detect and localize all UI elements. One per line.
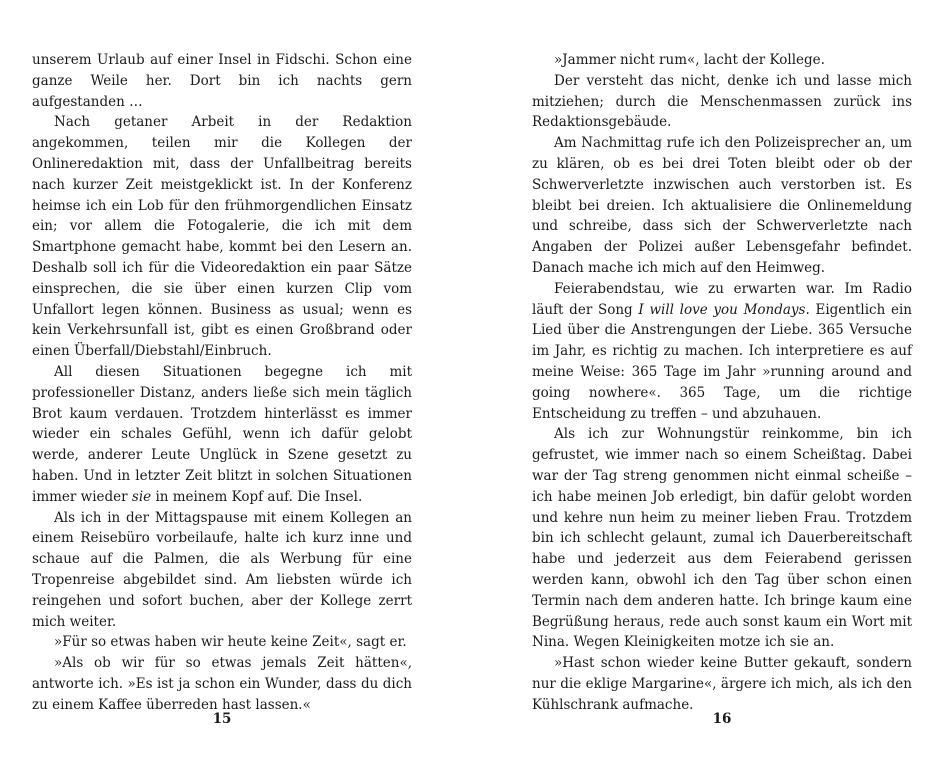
paragraph: »Jammer nicht rum«, lacht der Kollege. [554,52,825,68]
paragraph-text: in meinem Kopf auf. Die Insel. [151,488,363,505]
paragraph-text: . Eigentlich ein Lied über die Anstrengungen der Liebe. 365 Versuche im Jahr, es richtig zu machen. Ich interpretiere es auf meine Weise: 365 Tage im Jahr »running around and going nowhere«. 365 Tage, um die richtige Entscheidung zu treffen – und abzuhauen. [532,301,912,422]
paragraph: »Als ob wir für so etwas jemals Zeit hätten«, antworte ich. »Es ist ja schon ein Wunder, dass du dich zu einem Kaffee überreden hast lassen.« [32,655,412,713]
right-page [532,50,912,716]
page-number: 16 [712,711,732,727]
paragraph [532,279,912,425]
paragraph-text: Feierabendstau, wie zu erwarten war. Im Radio läuft der Song [532,280,912,318]
paragraph [32,362,412,508]
paragraph: Nach getaner Arbeit in der Redaktion angekommen, teilen mir die Kollegen der Onlineredaktion mit, dass der Unfallbeitrag bereits nach kurzer Zeit meistgeklickt ist. In der Konferenz heimse ich ein Lob für den frühmorgendlichen Einsatz ein; vor allem die Fotogalerie, die ich mit dem Smartphone gemacht habe, kommt bei den Lesern an. Deshalb soll ich für die Videoredaktion ein paar Sätze einsprechen, die sie über einen kurzen Clip vom Unfallort legen können. Business as usual; wenn es kein Verkehrsunfall ist, gibt es einen Großbrand oder einen Überfall/Diebstahl/Einbruch. [32,114,412,360]
left-page [32,50,412,716]
paragraph: Der versteht das nicht, denke ich und lasse mich mitziehen; durch die Menschenmassen zurück ins Redaktionsgebäude. [532,72,912,131]
paragraph: unserem Urlaub auf einer Insel in Fidschi. Schon eine ganze Weile her. Dort bin ich nachts gern aufgestanden … [32,52,412,110]
paragraph: Als ich in der Mittagspause mit einem Kollegen an einem Reisebüro vorbeilaufe, halte ich kurz inne und schaue auf die Palmen, die als Werbung für eine Tropenreise abgebildet sind. Am liebsten würde ich reingehen und sofort buchen, aber der Kollege zerrt mich weiter. [32,509,412,630]
paragraph: »Hast schon wieder keine Butter gekauft, sondern nur die eklige Margarine«, ärgere ich mich, als ich den Kühlschrank aufmache. [532,655,912,713]
song-title: I will love you Mondays [638,301,806,318]
page-number: 15 [212,711,232,727]
paragraph: Als ich zur Wohnungstür reinkomme, bin ich gefrustet, wie immer nach so einem Scheißtag. Dabei war der Tag streng genommen nicht einmal scheiße – ich habe meinen Job erledigt, bin dafür gelobt worden und kehre nun heim zu meiner lieben Frau. Trotzdem bin ich schlecht gelaunt, zumal ich Dauerbereitschaft habe und jederzeit aus dem Feierabend gerissen werden kann, obwohl ich den Tag über schon einen Termin nach dem anderen hatte. Ich bringe kaum eine Begrüßung heraus, rede auch sonst kaum ein Wort mit Nina. Wegen Kleinigkeiten motze ich sie an. [532,426,912,651]
emphasized-text: sie [131,488,152,505]
paragraph-text: All diesen Situationen begegne ich mit professioneller Distanz, anders ließe sich mein täglich Brot kaum verdauen. Trotzdem hinterlässt es immer wieder ein schales Gefühl, wenn ich dafür gelobt werde, anderer Leute Unglück in Szene gesetzt zu haben. Und in letzter Zeit blitzt in solchen Situationen immer wieder [32,363,412,505]
paragraph: »Für so etwas haben wir heute keine Zeit«, sagt er. [54,634,407,651]
paragraph: Am Nachmittag rufe ich den Polizeisprecher an, um zu klären, ob es bei drei Toten bleibt oder ob der Schwerverletzte inzwischen auch verstorben ist. Es bleibt bei dreien. Ich aktualisiere die Onlinemeldung und schreibe, dass sich der Schwerverletzte nach Angaben der Polizei außer Lebensgefahr befindet. Danach mache ich mich auf den Heimweg. [532,135,912,276]
